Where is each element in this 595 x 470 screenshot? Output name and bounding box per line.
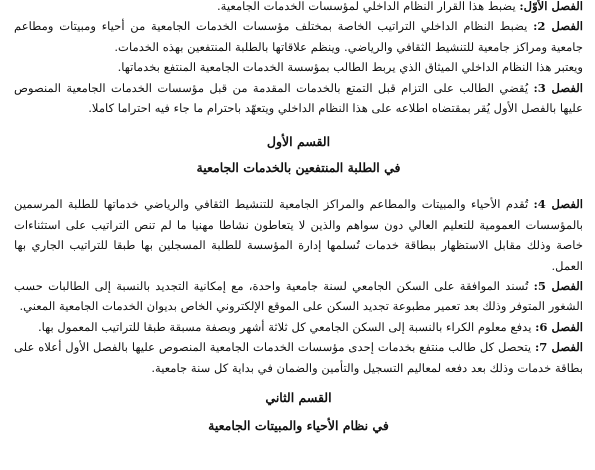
article-2-text: يضبط النظام الداخلي التراتيب الخاصة بمختلف مؤسسات الخدمات الجامعية من أحياء ومبيتات ومطاعم جامعية ومراكز جامعية للتنشيط الثقافي والرياضي. وينظم علاقاتها بالطلبة المنتفعين بهذه الخدمات.: [14, 19, 583, 54]
article-2-label: الفصل 2:: [533, 19, 583, 34]
article-5: [14, 276, 583, 317]
article-3: [14, 78, 583, 119]
section-1-subtitle: في الطلبة المنتفعين بالخدمات الجامعية: [196, 160, 401, 176]
article-7-label: الفصل 7:: [534, 340, 584, 355]
article-4-text: تُقدم الأحياء والمبيتات والمطاعم والمراكز الجامعية للتنشيط الثقافي والرياضي خدماتها للطلبة المرسمين بالمؤسسات العمومية للتعليم العالي دون سواهم والذين لا يتعاطون نشاطا مهنيا ما لم تنص التراتيب على استثناءات خاصة وذلك مقابل الاستظهار ببطاقة خدمات تُسلمها إدارة المؤسسة للطلبة المسجلين بها طبقا للتراتيب الجاري بها العمل.: [14, 197, 583, 273]
section-2-subtitle: في نظام الأحياء والمبيتات الجامعية: [208, 418, 389, 434]
article-7: [14, 337, 583, 378]
article-2: [14, 16, 583, 57]
article-4-label: الفصل 4:: [533, 197, 583, 212]
article-3-text: يُقضي الطالب على التزام قبل التمتع بالخدمات المقدمة من قبل مؤسسات الخدمات الجامعية المنصوص عليها بالفصل الأول يُقر بمقتضاه اطلاعه على هذا النظام الداخلي ويتعهّد باحترام ما جاء فيه احتراما كاملا.: [14, 80, 583, 116]
article-7-text: يتحصل كل طالب منتفع بخدمات إحدى مؤسسات الخدمات الجامعية المنصوص عليها بالفصل الأول أعلاه على بطاقة خدمات وذلك بعد دفعه لمعاليم التسجيل والتأمين والضمان في بداية كل سنة جامعية.: [14, 340, 583, 375]
article-6: [14, 317, 583, 337]
article-6-label: الفصل 6:: [535, 319, 583, 334]
article-1-text: يضبط هذا القرار النظام الداخلي لمؤسسات الخدمات الجامعية.: [216, 0, 516, 13]
charter-paragraph: ويعتبر هذا النظام الداخلي الميثاق الذي يربط الطالب بمؤسسة الخدمات الجامعية المنتفع بخدماتها.: [117, 60, 583, 75]
article-5-text: تُسند الموافقة على السكن الجامعي لسنة جامعية واحدة، مع إمكانية التجديد بالنسبة إلى الطالبات حسب الشغور المتوفر وذلك بعد تعمير مطبوعة تجديد السكن على الموقع الإلكتروني الخاص بديوان الخدمات الجامعية المعني.: [14, 279, 583, 314]
article-1: [14, 0, 583, 16]
article-1-label: الفصل الأوّل:: [519, 0, 583, 13]
article-6-text: يدفع معلوم الكراء بالنسبة إلى السكن الجامعي كل ثلاثة أشهر وبصفة مسبقة طبقا للتراتيب المعمول بها.: [37, 319, 532, 334]
section-2-title: القسم الثاني: [265, 390, 332, 406]
article-4: [14, 194, 583, 276]
section-1-title: القسم الأول: [266, 134, 331, 150]
article-3-label: الفصل 3:: [533, 80, 583, 95]
article-5-label: الفصل 5:: [533, 279, 583, 294]
